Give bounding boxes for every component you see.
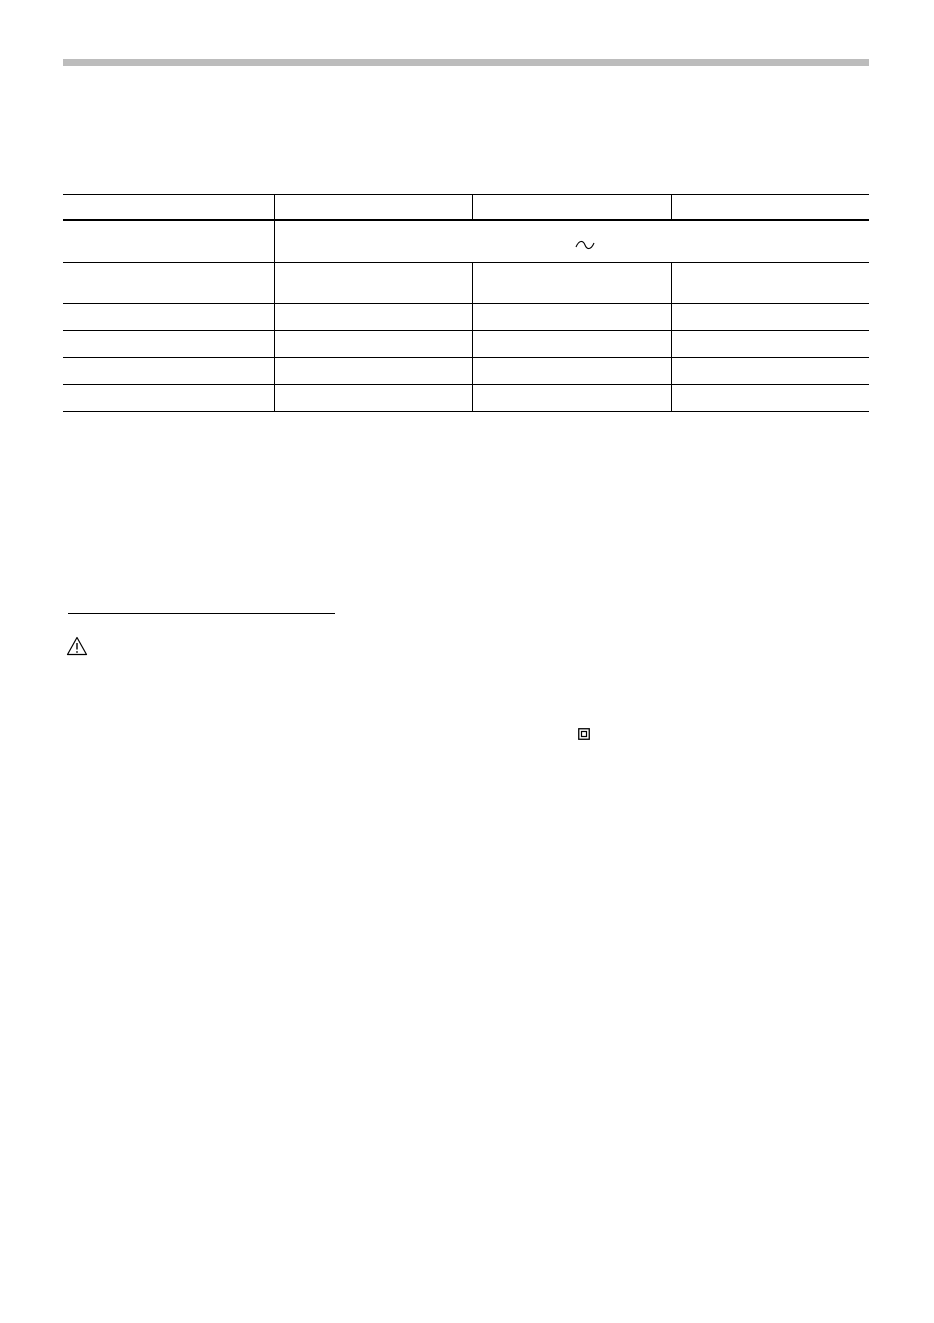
- table-cell: [671, 331, 869, 358]
- table-row: [63, 385, 869, 412]
- table-cell: [63, 331, 274, 358]
- alternating-current-icon: [575, 238, 595, 253]
- table-row-power-supply: [63, 220, 869, 263]
- table-row: [63, 263, 869, 304]
- table-row: [63, 304, 869, 331]
- table-header-row: [63, 195, 869, 221]
- table-cell: [671, 263, 869, 304]
- table-cell: [274, 304, 472, 331]
- table-cell: [63, 263, 274, 304]
- table-cell: [472, 385, 671, 412]
- header-rule: [63, 59, 869, 66]
- table-cell: [63, 304, 274, 331]
- table-row: [63, 358, 869, 385]
- table-cell: [63, 358, 274, 385]
- specifications-table: [63, 194, 869, 412]
- table-cell: [671, 358, 869, 385]
- header-cell-variant-1: [274, 195, 472, 221]
- header-cell-variant-3: [671, 195, 869, 221]
- section-heading-underline: [68, 613, 335, 614]
- header-cell-variant-2: [472, 195, 671, 221]
- supply-label-cell: [63, 220, 274, 263]
- table-cell: [472, 263, 671, 304]
- table-cell: [472, 358, 671, 385]
- table-row: [63, 331, 869, 358]
- table-cell: [63, 385, 274, 412]
- table-cell: [671, 304, 869, 331]
- warning-triangle-icon: [66, 636, 88, 656]
- table-cell: [671, 385, 869, 412]
- table-cell: [274, 263, 472, 304]
- table-cell: [274, 331, 472, 358]
- table-cell: [472, 304, 671, 331]
- table-cell: [472, 331, 671, 358]
- table-cell: [274, 385, 472, 412]
- supply-value-cell: [274, 220, 869, 263]
- header-cell-model: [63, 195, 274, 221]
- table-cell: [274, 358, 472, 385]
- double-insulation-icon: [578, 727, 590, 739]
